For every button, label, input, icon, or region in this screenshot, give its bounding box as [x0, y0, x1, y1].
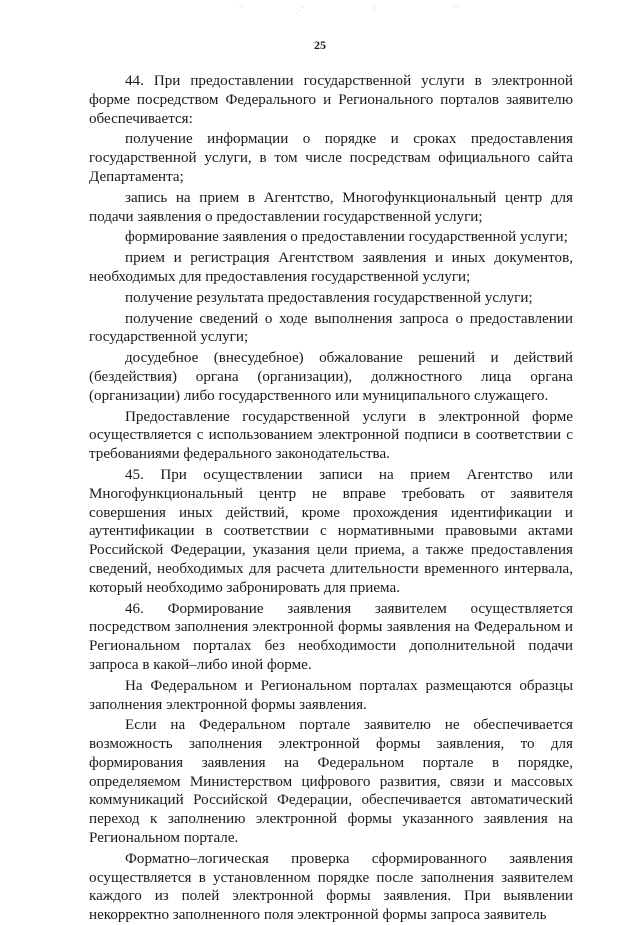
paragraph-portal-fallback: Если на Федеральном портале заявителю не обеспечивается возможность заполнения электронной формы заявления, то для формирования заявления на Федеральном портале в порядке, определяемом Министерством цифрового развития, связи и массовых коммуникаций Российской Федерации, обеспечивается автоматический переход к заполнению электронной формы указанного заявления на Региональном портале. — [89, 717, 573, 847]
list-item-appeal: досудебное (внесудебное) обжалование решений и действий (бездействия) органа (организации), должностного лица органа (организации) либо государственного или муниципального служащего. — [89, 350, 573, 404]
paragraph-format-check: Форматно–логическая проверка сформированного заявления осуществляется в установленном порядке после заполнения заявителем каждого из полей электронной формы заявления. При выявлении некорректно заполненного поля электронной формы запроса заявитель — [89, 850, 573, 924]
list-item-progress: получение сведений о ходе выполнения запроса о предоставлении государственной услуги; — [89, 310, 573, 346]
scan-artifact: ⋯ — [452, 2, 460, 11]
scan-artifact: ⁖ — [372, 4, 377, 13]
paragraph-44-intro: 44. При предоставлении государственной услуги в электронной форме посредством Федерального и Регионального порталов заявителю обеспечивается: — [89, 73, 573, 127]
list-item-registration: прием и регистрация Агентством заявления и иных документов, необходимых для предоставления государственной услуги; — [89, 250, 573, 285]
scan-artifact: ⁘ — [238, 2, 245, 11]
page-number: 25 — [314, 38, 326, 52]
paragraph-45: 45. При осуществлении записи на прием Агентство или Многофункциональный центр не вправе требовать от заявителя совершения иных действий, кроме прохождения идентификации и аутентификации в соответствии с нормативными правовыми актами Российской Федерации, указания цели приема, а также предоставления сведений, необходимых для расчета длительности временного интервала, который необходимо забронировать для приема. — [89, 466, 573, 596]
paragraph-form-samples: На Федеральном и Региональном порталах размещаются образцы заполнения электронной формы заявления. — [89, 677, 573, 713]
paragraph-46: 46. Формирование заявления заявителем осуществляется посредством заполнения электронной формы заявления на Федеральном и Региональном порталах без необходимости дополнительной подачи запроса в какой–либо иной форме. — [89, 600, 573, 673]
list-item-information: получение информации о порядке и сроках предоставления государственной услуги, в том числе посредствам официального сайта Департамента; — [89, 131, 573, 185]
list-item-application-forming: формирование заявления о предоставлении государственной услуги; — [125, 229, 568, 246]
paragraph-electronic-signature: Предоставление государственной услуги в электронной форме осуществляется с использованием электронной подписи в соответствии с требованиями федерального законодательства. — [89, 408, 573, 463]
scan-artifact: ⋰ — [296, 6, 304, 15]
list-item-result: получение результата предоставления государственной услуги; — [125, 289, 533, 306]
list-item-appointment: запись на прием в Агентство, Многофункциональный центр для подачи заявления о предоставлении государственной услуги; — [89, 189, 573, 225]
document-body — [89, 72, 573, 925]
